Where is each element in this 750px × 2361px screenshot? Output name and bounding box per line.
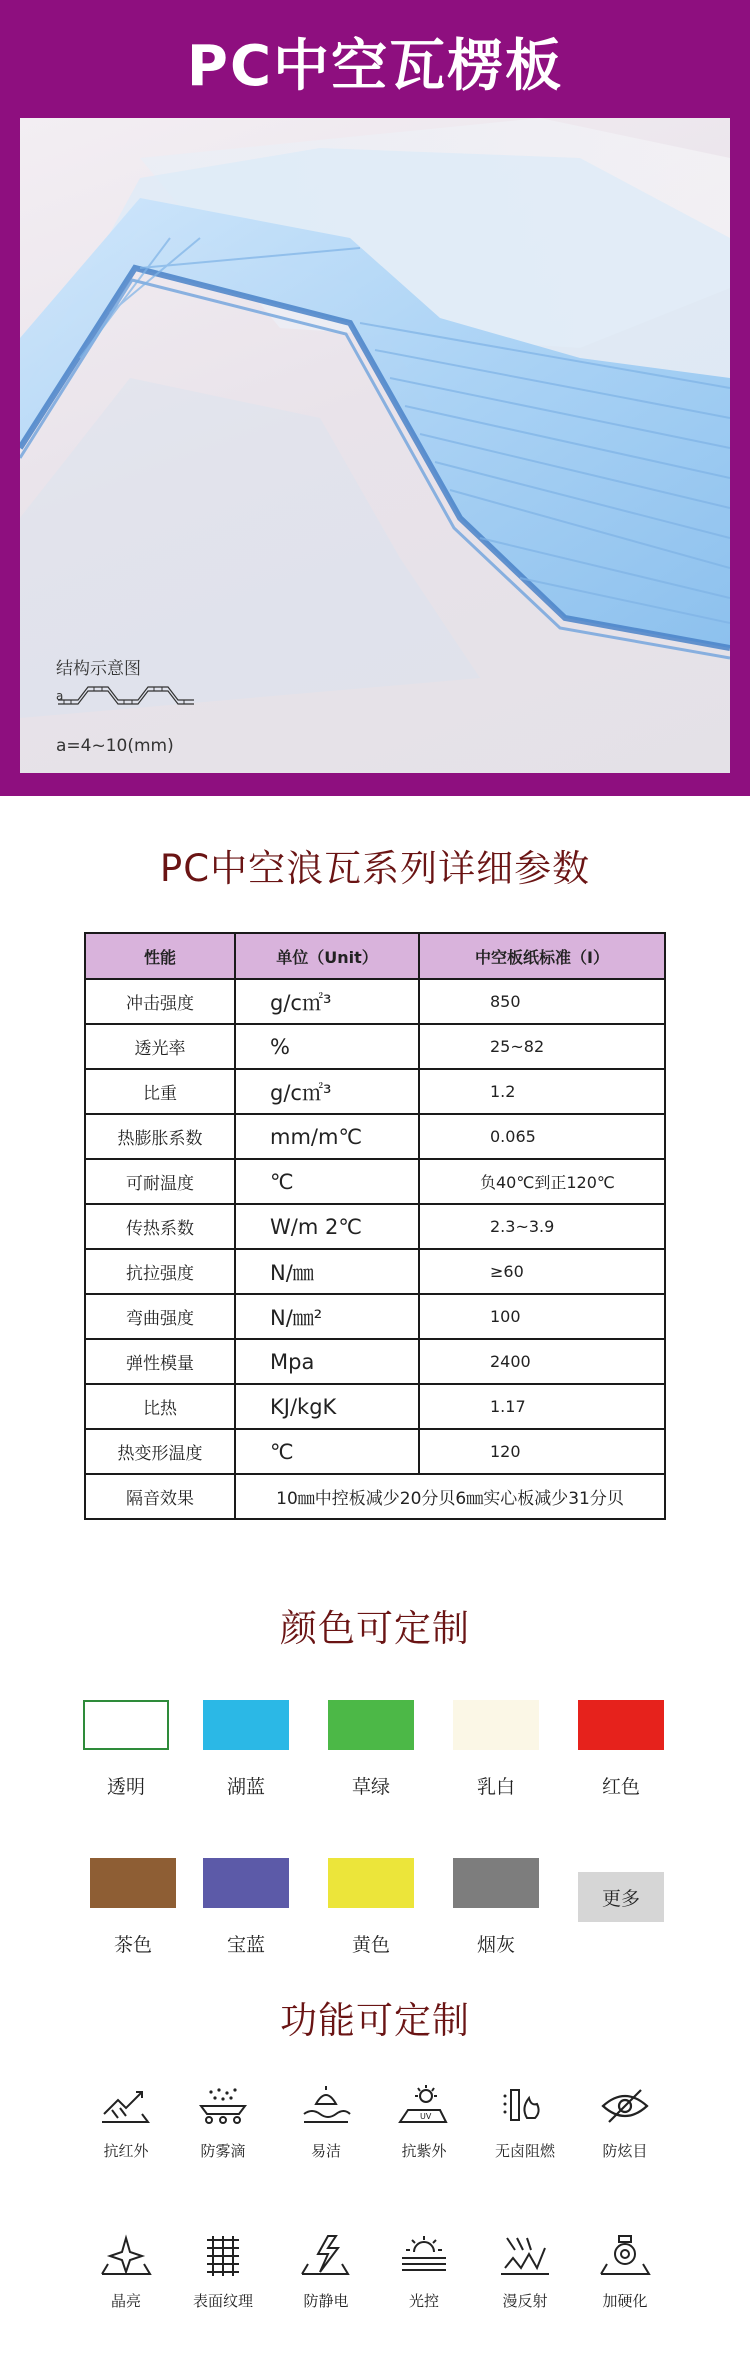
row-property: 热变形温度	[85, 1429, 235, 1474]
table-row	[85, 1024, 665, 1069]
function-item: 光控	[369, 2234, 479, 2311]
uv-icon	[396, 2084, 452, 2128]
hardening-icon	[597, 2234, 653, 2278]
color-label: 透明	[106, 1776, 145, 1798]
table-row	[85, 1159, 665, 1204]
structure-mark: a	[56, 689, 64, 703]
anti-glare-icon	[597, 2084, 653, 2128]
row-value: 1.17	[419, 1384, 665, 1429]
color-swatch-milky-white[interactable]	[453, 1700, 539, 1750]
function-item: 加硬化	[570, 2234, 680, 2311]
row-property: 抗拉强度	[85, 1249, 235, 1294]
color-label: 乳白	[476, 1776, 515, 1798]
color-label: 茶色	[113, 1934, 152, 1956]
table-row	[85, 1114, 665, 1159]
structure-label: 结构示意图	[56, 659, 141, 679]
row-unit: ℃	[235, 1159, 419, 1204]
function-item: 防炫目	[570, 2084, 680, 2161]
specs-title: PC中空浪瓦系列详细参数	[159, 847, 591, 890]
color-swatch-transparent[interactable]	[83, 1700, 169, 1750]
row-value: 10㎜中控板减少20分贝6㎜实心板减少31分贝	[235, 1474, 665, 1519]
page-title: PC中空瓦楞板	[186, 34, 564, 99]
product-photo	[20, 118, 730, 773]
color-swatch-yellow[interactable]	[328, 1858, 414, 1908]
row-unit: mm/m℃	[235, 1114, 419, 1159]
color-label: 烟灰	[476, 1934, 515, 1956]
table-row	[85, 1204, 665, 1249]
color-swatch-grass-green[interactable]	[328, 1700, 414, 1750]
row-property: 传热系数	[85, 1204, 235, 1249]
color-swatch-royal-blue[interactable]	[203, 1858, 289, 1908]
row-value: 0.065	[419, 1114, 665, 1159]
header-property: 性能	[85, 933, 235, 979]
row-value: ≥60	[419, 1249, 665, 1294]
profile-diagram-icon	[56, 683, 196, 705]
row-value: 120	[419, 1429, 665, 1474]
function-item: 无卤阻燃	[470, 2084, 580, 2161]
row-property: 弹性模量	[85, 1339, 235, 1384]
table-row	[85, 1249, 665, 1294]
header-unit: 单位（Unit）	[235, 933, 419, 979]
function-item: 防雾滴	[168, 2084, 278, 2161]
function-item: 表面纹理	[168, 2234, 278, 2311]
row-value: 850	[419, 979, 665, 1024]
anti-fog-icon	[195, 2084, 251, 2128]
infrared-icon	[98, 2084, 154, 2128]
flame-retardant-icon	[497, 2084, 553, 2128]
easy-clean-icon	[298, 2084, 354, 2128]
color-label: 红色	[601, 1776, 640, 1798]
row-unit: W/m 2℃	[235, 1204, 419, 1249]
function-item: 易洁	[271, 2084, 381, 2161]
table-row	[85, 1429, 665, 1474]
row-property: 热膨胀系数	[85, 1114, 235, 1159]
table-row	[85, 1294, 665, 1339]
row-value: 2.3~3.9	[419, 1204, 665, 1249]
table-row	[85, 1474, 665, 1519]
structure-diagram	[56, 683, 65, 709]
colors-title: 颜色可定制	[280, 1607, 470, 1650]
function-item: 漫反射	[470, 2234, 580, 2311]
svg-text:UV: UV	[420, 2112, 432, 2121]
table-row	[85, 1069, 665, 1114]
row-property: 透光率	[85, 1024, 235, 1069]
row-unit: g/c㎡³	[235, 1069, 419, 1114]
spec-table	[84, 932, 666, 1520]
color-swatch-lake-blue[interactable]	[203, 1700, 289, 1750]
light-control-icon	[396, 2234, 452, 2278]
row-property: 可耐温度	[85, 1159, 235, 1204]
row-unit: g/c㎡³	[235, 979, 419, 1024]
function-item: UV 抗紫外	[369, 2084, 479, 2161]
color-label: 草绿	[351, 1776, 390, 1798]
thickness-range: a=4~10(mm)	[56, 736, 174, 756]
row-unit: %	[235, 1024, 419, 1069]
row-property: 隔音效果	[85, 1474, 235, 1519]
color-label: 宝蓝	[226, 1934, 265, 1956]
more-colors-button[interactable]: 更多	[578, 1872, 664, 1922]
row-property: 比热	[85, 1384, 235, 1429]
texture-icon	[195, 2234, 251, 2278]
function-item: 防静电	[271, 2234, 381, 2311]
row-value: 负40℃到正120℃	[419, 1159, 665, 1204]
row-unit: Mpa	[235, 1339, 419, 1384]
row-unit: N/㎜²	[235, 1294, 419, 1339]
row-unit: ℃	[235, 1429, 419, 1474]
row-property: 比重	[85, 1069, 235, 1114]
row-value: 1.2	[419, 1069, 665, 1114]
row-value: 100	[419, 1294, 665, 1339]
row-unit: N/㎜	[235, 1249, 419, 1294]
sparkle-icon	[98, 2234, 154, 2278]
row-unit: KJ/kgK	[235, 1384, 419, 1429]
anti-static-icon	[298, 2234, 354, 2278]
header-standard: 中空板纸标准（I）	[419, 933, 665, 979]
row-property: 弯曲强度	[85, 1294, 235, 1339]
table-row	[85, 1339, 665, 1384]
functions-title: 功能可定制	[280, 1999, 470, 2042]
table-row	[85, 1384, 665, 1429]
row-value: 25~82	[419, 1024, 665, 1069]
color-swatch-tea[interactable]	[90, 1858, 176, 1908]
color-label: 湖蓝	[226, 1776, 265, 1798]
diffuse-icon	[497, 2234, 553, 2278]
function-item: 抗红外	[71, 2084, 181, 2161]
color-swatch-smoke-gray[interactable]	[453, 1858, 539, 1908]
table-header-row	[85, 933, 665, 979]
row-property: 冲击强度	[85, 979, 235, 1024]
color-label: 黄色	[351, 1934, 390, 1956]
table-row	[85, 979, 665, 1024]
color-swatch-red[interactable]	[578, 1700, 664, 1750]
row-value: 2400	[419, 1339, 665, 1384]
function-item: 晶亮	[71, 2234, 181, 2311]
hero-banner	[0, 0, 750, 796]
